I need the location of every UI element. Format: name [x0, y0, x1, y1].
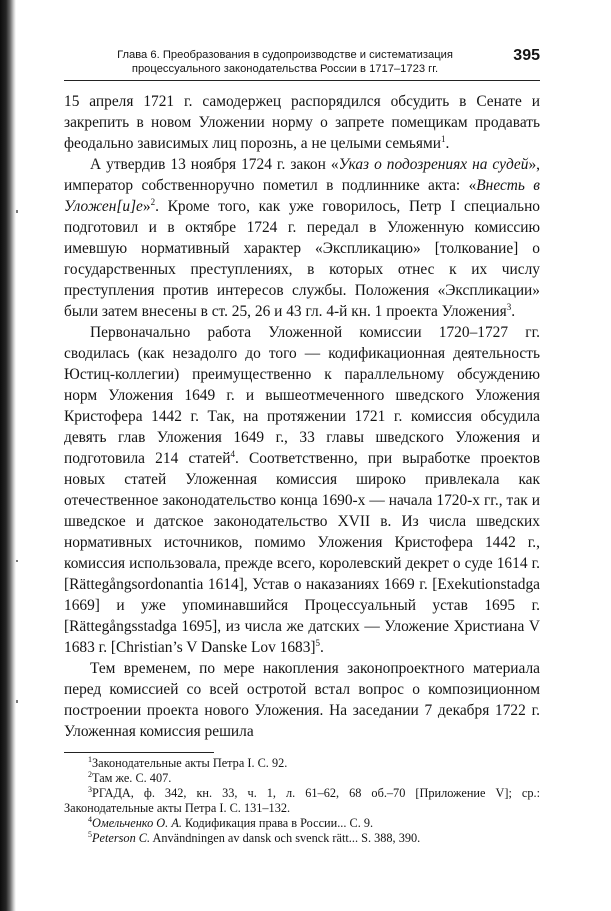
footnote-5-number: 5: [88, 829, 92, 839]
paragraph-3-text-c: .: [320, 639, 324, 656]
footnote-1-text: Законодательные акты Петра I. С. 92.: [92, 756, 288, 770]
footnote-3-text: РГАДА, ф. 342, кн. 33, ч. 1, л. 61–62, 68 об.–70 [Приложение V]; ср.: Законодательные акты Петра I. С. 131–132.: [64, 786, 540, 815]
running-header: [64, 48, 540, 81]
footnote-4-text: Кодификация права в России... С. 9.: [181, 816, 374, 830]
footnote-ref-2: 2: [150, 196, 156, 207]
paragraph-2-text-a: А утвердив 13 ноября 1724 г. закон «: [90, 156, 339, 173]
paragraph-2-italic-quote: Внесть в Уложен[и]е: [64, 177, 540, 215]
scan-speck: [16, 210, 18, 213]
paragraph-2-text-d: . Кроме того, как уже говорилось, Петр I специально подготовил и в октябре 1724 г. передал в Уложенную комиссию имевшую нормативный характер «Экспликацию» [толкование] о государственных преступлениях, в которых отнес к их числу преступления против интересов службы. Положения «Экспликации» были затем внесены в ст. 25, 26 и 43 гл. 4-й кн. 1 проекта Уложения: [64, 198, 540, 320]
footnote-3: [64, 786, 540, 816]
footnote-2: [64, 771, 540, 786]
footnote-5-text: Användningen av dansk och svenck rätt... S. 388, 390.: [150, 831, 421, 845]
footnote-4: [64, 816, 540, 831]
footnote-3-number: 3: [88, 784, 92, 794]
footnote-5-author: Peterson C.: [92, 831, 151, 845]
footnote-2-text: Там же. С. 407.: [92, 771, 172, 785]
paragraph-3: [64, 322, 540, 658]
running-header-line-2: процессуального законодательства России в 1717–1723 гг.: [131, 63, 439, 75]
book-page: [64, 48, 540, 846]
book-spine-shadow: [0, 0, 16, 911]
footnote-4-author: Омельченко О. А.: [92, 816, 182, 830]
paragraph-3-text-b: . Соответственно, при выработке проектов новых статей Уложенная комиссия широко привлекала как отечественное законодательство конца 1690-х — начала 1720-х гг., так и шведское и датское законодательство XVII в. Из числа шведских нормативных источников, помимо Уложения Кристофера 1442 г., комиссия использовала, прежде всего, королевский декрет о суде 1614 г. [Rättegångsordonantia 1614], Устав о наказаниях 1669 г. [Exekutionstadga 1669] и уже упоминавшийся Процессуальный устав 1695 г. [Rättegångsstadga 1695], из числа же датских — Уложение Христиана V 1683 г. [Christian’s V Danske Lov 1683]: [64, 450, 540, 656]
footnote-2-number: 2: [88, 769, 92, 779]
footnote-1-number: 1: [88, 754, 92, 764]
scan-speck: [16, 700, 18, 703]
footnote-1: [64, 756, 540, 771]
paragraph-2-italic-title: Указ о подозрениях на судей: [338, 156, 529, 173]
paragraph-2: [64, 154, 540, 322]
footnote-5: [64, 831, 540, 846]
footnote-ref-3: 3: [506, 301, 512, 312]
paragraph-1: 15 апреля 1721 г. самодержец распорядился обсудить в Сенате и закрепить в новом Уложении норму о запрете помещикам продавать феодально зависимых лиц порознь, а не целыми семьями$^1$.: [64, 93, 540, 152]
paragraph-2-text-c: »: [142, 198, 151, 215]
footnote-ref-4: 4: [230, 448, 235, 459]
running-header-line-1: Глава 6. Преобразования в судопроизводстве и систематизация: [117, 49, 453, 61]
paragraph-4: [64, 658, 540, 742]
scan-speck: [16, 560, 18, 562]
footnote-ref-1: 1: [440, 133, 446, 144]
paragraph-4-text: Тем временем, по мере накопления законопроектного материала перед комиссией со всей остротой встал вопрос о композиционном построении проекта нового Уложения. На заседании 7 декабря 1722 г. Уложенная комиссия решила: [64, 660, 540, 740]
page-number: 395: [513, 47, 540, 64]
footnote-ref-5: 5: [315, 637, 321, 648]
footnote-separator: [64, 752, 214, 753]
paragraph-1-text: 15 апреля 1721 г. самодержец распорядился обсудить в Сенате и закрепить в новом Уложении норму о запрете помещикам продавать феодально зависимых лиц порознь, а не целыми семьями: [64, 93, 540, 152]
paragraph-3-text-a: Первоначально работа Уложенной комиссии 1720–1727 гг. сводилась (как незадолго до того — кодификационная деятельность Юстиц-коллегии) преимущественно к параллельному обсуждению норм Уложения 1649 г. и вышеотмеченного шведского Уложения Кристофера 1442 г. Так, на протяжении 1721 г. комиссия обсудила девять глав Уложения 1649 г., 33 главы шведского Уложения и подготовила 214 статей: [64, 324, 540, 467]
body-text: [64, 91, 540, 742]
paragraph-2-text-e: .: [511, 303, 516, 320]
paragraph-2-text-b: », император собственноручно пометил в подлиннике акта: «: [64, 156, 540, 194]
footnote-4-number: 4: [88, 814, 92, 824]
